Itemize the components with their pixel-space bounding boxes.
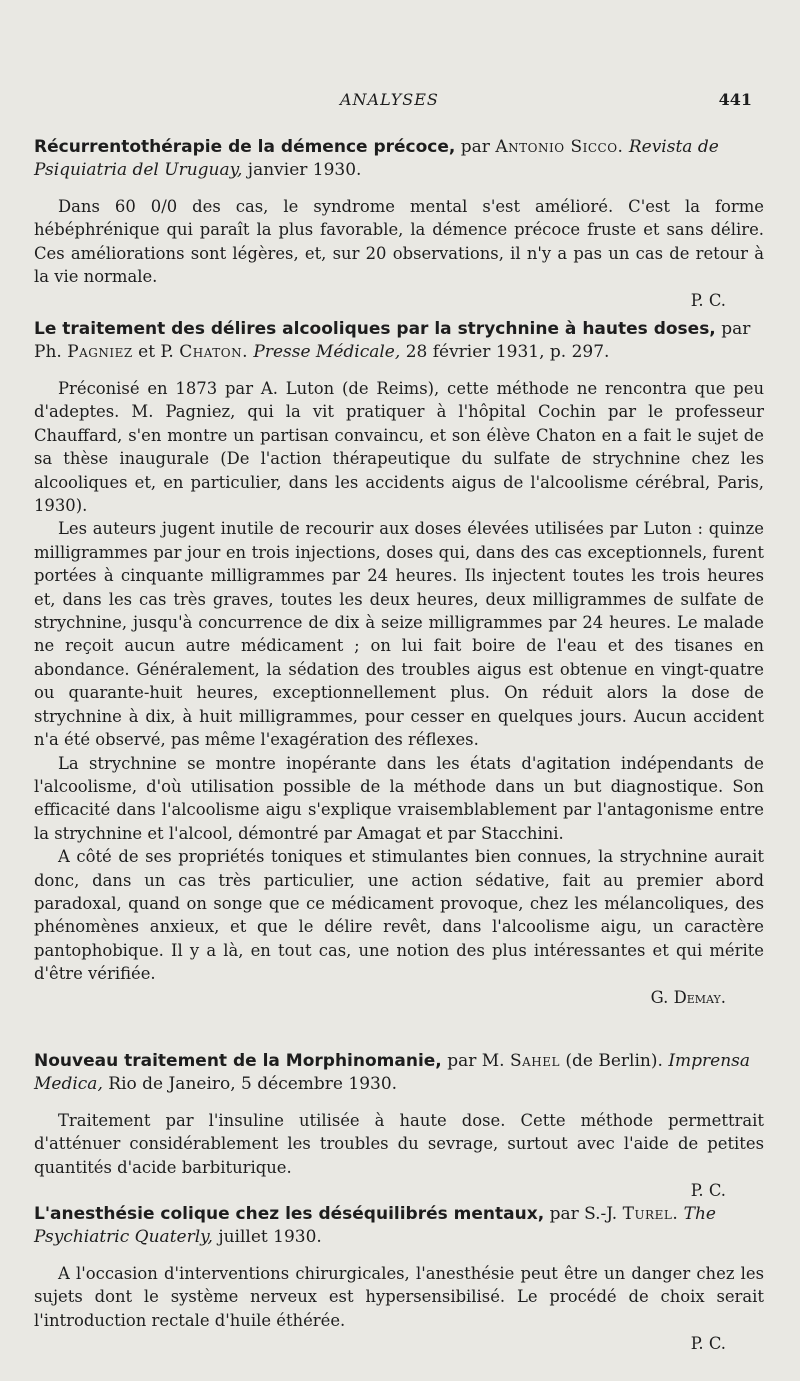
article-body <box>34 195 764 310</box>
article-title: L'anesthésie colique chez les déséquilibrés mentaux, <box>34 1204 545 1224</box>
signature: P. C. <box>690 290 726 310</box>
page-number: 441 <box>718 90 752 109</box>
article-2 <box>34 318 764 1009</box>
article-author: Sahel <box>509 1051 560 1071</box>
article-title: Nouveau traitement de la Morphinomanie, <box>34 1051 442 1071</box>
paragraph: A l'occasion d'interventions chirurgicales, l'anesthésie peut être un danger chez les sujets dont le système nerveux est hypersensibilisé. Le procédé de choix serait l'introduction rectale d'huile éthérée. <box>34 1264 764 1330</box>
by-text: par Ph. <box>34 319 751 362</box>
publication-date: 28 février 1931, p. 297. <box>405 341 610 362</box>
paragraph: Traitement par l'insuline utilisée à haute dose. Cette méthode permettrait d'atténuer considérablement les troubles du sevrage, surtout avec l'aide de petites quantités d'acide barbiturique. <box>34 1111 764 1177</box>
article-author: Antonio Sicco. <box>495 137 624 157</box>
paragraph: A côté de ses propriétés toniques et stimulantes bien connues, la strychnine aurait donc, dans un cas très particulier, une action sédative, fait au premier abord paradoxal, quand on songe que ce médicament provoque, chez les mélancoliques, des phénomènes anxieux, et que le délire revêt, dans l'alcoolisme aigu, un caractère pantophobique. Il y a là, en tout cas, une notion des plus intéressantes et qui mérite d'être vérifiée. <box>34 847 764 984</box>
article-heading <box>34 1050 764 1095</box>
paragraph: La strychnine se montre inopérante dans les états d'agitation indépendants de l'alcoolisme, d'où utilisation possible de la méthode dans un but diagnostique. Son efficacité dans l'alcoolisme aigu s'explique vraisemblablement par l'antagonisme entre la strychnine et l'alcool, démontré par Amagat et par Stacchini. <box>34 753 764 843</box>
journal-name: The Psychiatric Quaterly, <box>34 1204 716 1247</box>
publication-date: janvier 1930. <box>247 159 362 180</box>
article-body <box>34 1109 764 1201</box>
by-text: par S.-J. <box>549 1204 618 1224</box>
article-author-2: Chaton. <box>179 341 248 362</box>
article-1 <box>34 136 764 312</box>
journal-name: Imprensa Medica, <box>34 1051 751 1094</box>
article-heading <box>34 318 764 363</box>
publication-date: Rio de Janeiro, 5 décembre 1930. <box>108 1073 398 1094</box>
article-4 <box>34 1203 764 1356</box>
article-author: Turel. <box>622 1204 679 1224</box>
article-title: Le traitement des délires alcooliques par la strychnine à hautes doses, <box>34 319 716 339</box>
article-3 <box>34 1050 764 1203</box>
by-text: par <box>460 137 490 157</box>
and-text: et P. <box>138 341 174 362</box>
journal-name: Revista de Psiquiatria del Uruguay, <box>34 137 719 180</box>
signature: P. C. <box>690 1334 726 1354</box>
page-header <box>0 90 800 112</box>
paragraph: Préconisé en 1873 par A. Luton (de Reims), cette méthode ne rencontra que peu d'adeptes. M. Pagniez, qui la vit pratiquer à l'hôpital Cochin par le professeur Chauffard, s'en montre un partisan convaincu, et son élève Chaton en a fait le sujet de sa thèse inaugurale (De l'action thérapeutique du sulfate de strychnine chez les alcooliques et, en particulier, dans les accidents aigus de l'alcoolisme cérébral, Paris, 1930). <box>34 379 764 516</box>
publication-date: juillet 1930. <box>218 1226 322 1247</box>
article-body <box>34 377 764 1007</box>
article-body <box>34 1262 764 1354</box>
article-author: Pagniez <box>67 341 133 362</box>
by-text: par M. <box>447 1051 505 1071</box>
author-origin: (de Berlin). <box>565 1051 663 1071</box>
signature: P. C. <box>690 1181 726 1201</box>
signature: G. Demay. <box>650 987 726 1007</box>
paragraph: Dans 60 0/0 des cas, le syndrome mental s'est amélioré. C'est la forme hébéphrénique qui paraît la plus favorable, la démence précoce fruste et sans délire. Ces améliorations sont légères, et, sur 20 observations, il n'y a pas un cas de retour à la vie normale. <box>34 197 764 287</box>
journal-name: Presse Médicale, <box>253 341 401 362</box>
article-heading <box>34 136 764 181</box>
article-heading <box>34 1203 764 1248</box>
article-title: Récurrentothérapie de la démence précoce, <box>34 137 456 157</box>
paragraph: Les auteurs jugent inutile de recourir aux doses élevées utilisées par Luton : quinze milligrammes par jour en trois injections, doses qui, dans des cas exceptionnels, furent portées à cinquante milligrammes par 24 heures. Ils injectent toutes les trois heures et, dans les cas très graves, toutes les deux heures, deux milligrammes de sulfate de strychnine, jusqu'à concurrence de dix à seize milligrammes par 24 heures. Le malade ne reçoit aucun autre médicament ; on lui fait boire de l'eau et des tisanes en abondance. Généralement, la sédation des troubles aigus est obtenue en vingt-quatre ou quarante-huit heures, exceptionnellement plus. On réduit alors la dose de strychnine à dix, à huit milligrammes, pour cesser en quelques jours. Aucun accident n'a été observé, pas même l'exagération des réflexes. <box>34 519 764 750</box>
running-title: ANALYSES <box>340 90 439 109</box>
